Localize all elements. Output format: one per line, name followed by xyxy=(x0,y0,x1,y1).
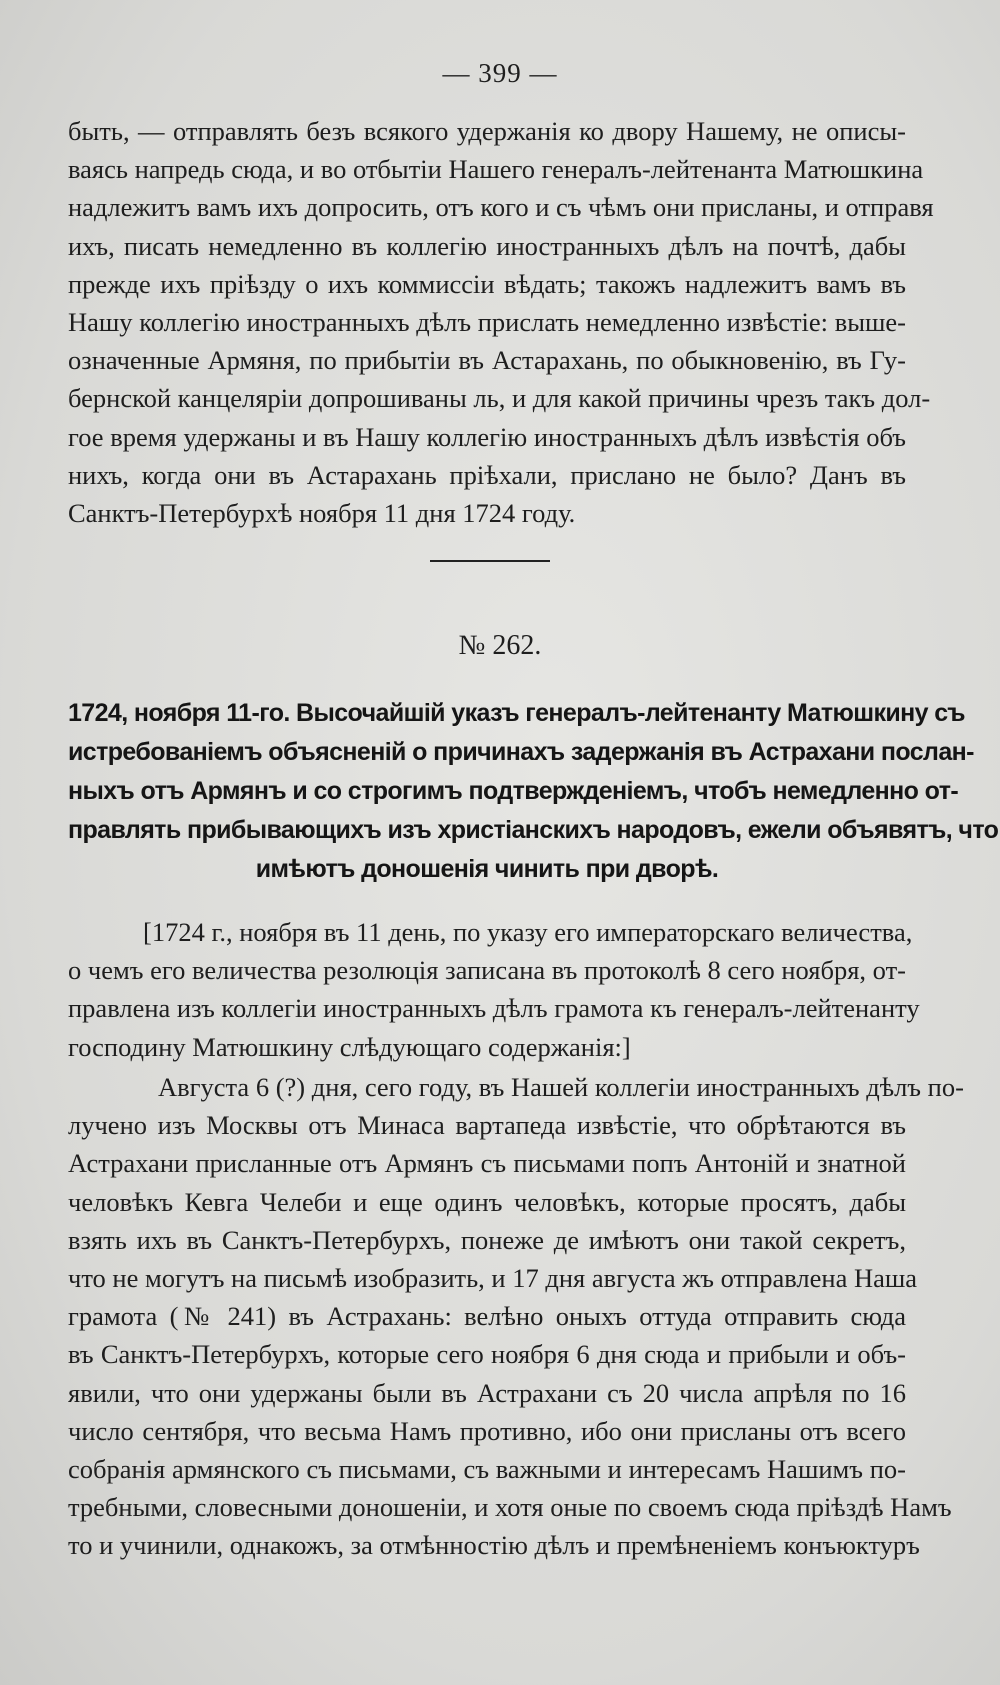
heading-line: ныхъ отъ Армянъ и со строгимъ подтвержденіемъ, чтобъ немедленно от- xyxy=(68,777,959,805)
text-line: Санктъ-Петербурхѣ ноября 11 дня 1724 году. xyxy=(68,498,576,529)
text-line: Астрахани присланные отъ Армянъ съ письмами попъ Антоній и знатной xyxy=(68,1148,906,1179)
text-line: взять ихъ въ Санктъ-Петербурхъ, понеже де имѣютъ они такой секретъ, xyxy=(68,1224,906,1255)
text-line: явили, что они удержаны были въ Астрахани съ 20 числа апрѣля по 16 xyxy=(68,1377,906,1408)
continuation-text xyxy=(68,112,934,532)
text-line: прежде ихъ пріѣзду о ихъ коммиссіи вѣдать; такожъ надлежитъ вамъ въ xyxy=(68,268,906,299)
section-divider xyxy=(430,560,550,562)
text-line: господину Матюшкину слѣдующаго содержанія:] xyxy=(68,1031,631,1062)
text-line: требными, словесными доношеніи, и хотя оные по своемъ сюда пріѣздѣ Намъ xyxy=(68,1492,952,1523)
text-line: Августа 6 (?) дня, сего году, въ Нашей коллегіи иностранныхъ дѣлъ по- xyxy=(158,1072,964,1102)
text-line: быть, — отправлять безъ всякого удержанія ко двору Нашему, не описы- xyxy=(68,116,906,146)
text-line: ваясь напредь сюда, и во отбытіи Нашего генералъ-лейтенанта Матюшкина xyxy=(68,154,924,185)
main-text xyxy=(68,1068,964,1565)
text-line: означенные Армяня, по прибытіи въ Астарахань, по обыкновенію, въ Гу- xyxy=(68,345,906,376)
text-line: собранія армянского съ письмами, съ важными и интересамъ Нашимъ по- xyxy=(68,1454,906,1485)
text-line: число сентября, что весьма Намъ противно, ибо они присланы отъ всего xyxy=(68,1415,906,1446)
page-number: — 399 — xyxy=(442,58,558,88)
text-line: грамота (№ 241) въ Астрахань: велѣно оныхъ оттуда отправить сюда xyxy=(68,1301,906,1332)
text-line: лучено изъ Москвы отъ Минаса вартапеда извѣстіе, что обрѣтаются въ xyxy=(68,1110,906,1141)
text-line: надлежитъ вамъ ихъ допросить, отъ кого и съ чѣмъ они присланы, и отправя xyxy=(68,192,934,223)
text-line: то и учинили, однакожъ, за отмѣнностію дѣлъ и премѣненіемъ конъюктуръ xyxy=(68,1530,920,1561)
text-line: человѣкъ Кевга Челеби и еще одинъ человѣкъ, которые просятъ, дабы xyxy=(68,1186,906,1217)
heading-line: истребованіемъ объясненій о причинахъ задержанія въ Астрахани послан- xyxy=(68,738,974,766)
document-heading xyxy=(68,694,999,889)
document-number: № 262. xyxy=(458,630,542,661)
text-line: гое время удержаны и въ Нашу коллегію иностранныхъ дѣлъ извѣстія объ xyxy=(68,421,906,452)
text-line: въ Санктъ-Петербурхъ, которые сего ноября 6 дня сюда и прибыли и объ- xyxy=(68,1339,906,1370)
text-line: правлена изъ коллегіи иностранныхъ дѣлъ грамота къ генералъ-лейтенанту xyxy=(68,993,920,1024)
text-line: Нашу коллегію иностранныхъ дѣлъ прислать немедленно извѣстіе: выше- xyxy=(68,307,906,338)
text-line: что не могутъ на письмѣ изобразить, и 17 дня августа жъ отправлена Наша xyxy=(68,1263,918,1294)
text-line: бернской канцеляріи допрошиваны ль, и для какой причины чрезъ такъ дол- xyxy=(68,383,931,414)
editorial-note xyxy=(68,913,920,1066)
text-line: нихъ, когда они въ Астарахань пріѣхали, прислано не было? Данъ въ xyxy=(68,459,906,490)
text-line: о чемъ его величества резолюція записана въ протоколѣ 8 сего ноября, от- xyxy=(68,955,906,986)
heading-line: 1724, ноября 11-го. Высочайшій указъ генералъ-лейтенанту Матюшкину съ xyxy=(68,699,965,727)
text-line: [1724 г., ноября въ 11 день, по указу его императорскаго величества, xyxy=(143,917,913,947)
text-line: ихъ, писать немедленно въ коллегію иностранныхъ дѣлъ на почтѣ, дабы xyxy=(68,230,906,261)
heading-line: имѣютъ доношенія чинить при дворѣ. xyxy=(255,855,719,883)
heading-line: правлять прибывающихъ изъ христіанскихъ народовъ, ежели объявятъ, что xyxy=(68,816,999,844)
